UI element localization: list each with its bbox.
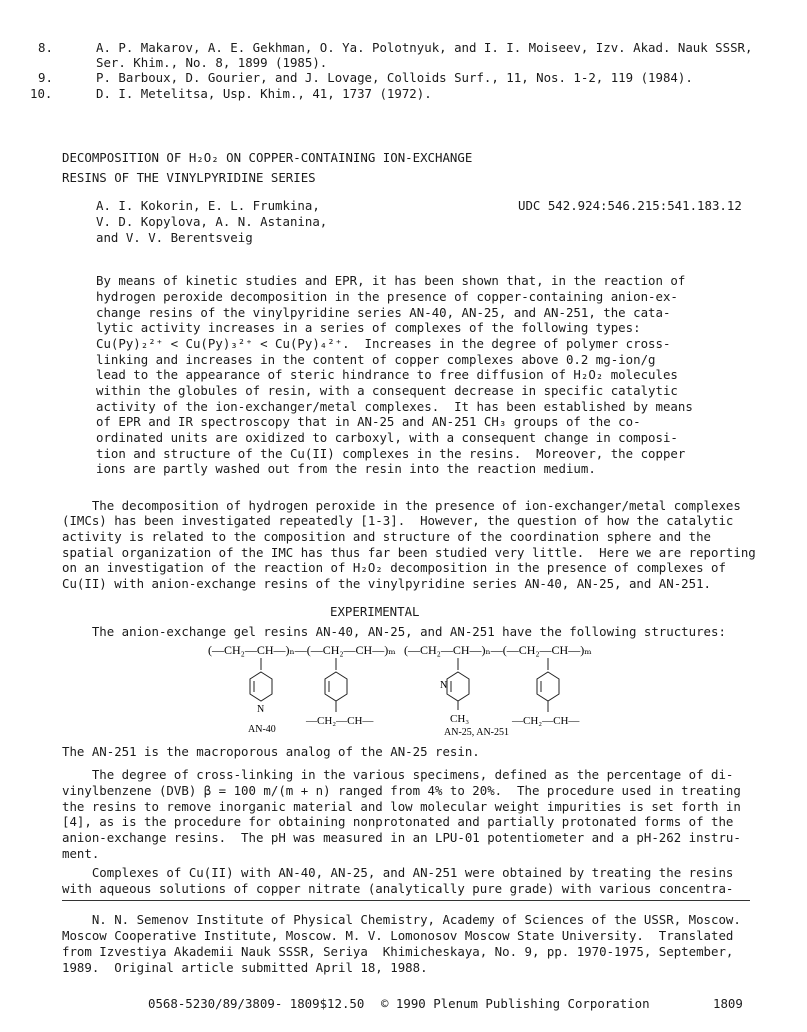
abstract-line: hydrogen peroxide decomposition in the presence of copper-containing anion-ex- xyxy=(96,289,678,304)
article-title-line2: RESINS OF THE VINYLPYRIDINE SERIES xyxy=(62,170,316,185)
abstract-line: ions are partly washed out from the resin into the reaction medium. xyxy=(96,461,596,476)
body-line: (IMCs) has been investigated repeatedly [1-3]. However, the question of how the catalytic xyxy=(62,513,734,528)
abstract-line: ordinated units are oxidized to carboxyl, with a consequent change in composi- xyxy=(96,430,678,445)
benzene-ring xyxy=(537,672,559,701)
page-number: 1809 xyxy=(713,996,743,1011)
reference-text: Ser. Khim., No. 8, 1899 (1985). xyxy=(96,55,328,70)
body-line: ment. xyxy=(62,846,100,861)
publication-code: 0568-5230/89/3809- 1809$12.50 xyxy=(148,996,365,1011)
footnote-divider xyxy=(62,900,750,901)
abstract-line: activity of the ion-exchanger/metal complexes. It has been established by means xyxy=(96,399,693,414)
body-line: with aqueous solutions of copper nitrate (analytically pure grade) with various concentra- xyxy=(62,881,734,896)
crosslink-label: —CH₂—CH— xyxy=(512,715,580,727)
body-line: Cu(II) with anion-exchange resins of the vinylpyridine series AN-40, AN-25, and AN-251. xyxy=(62,576,712,591)
reference-text: A. P. Makarov, A. E. Gekhman, O. Ya. Polotnyuk, and I. I. Moiseev, Izv. Akad. Nauk SSSR, xyxy=(96,40,753,55)
body-line: on an investigation of the reaction of H₂O₂ decomposition in the presence of complexes of xyxy=(62,560,726,575)
abstract-line: linking and increases in the content of copper complexes above 0.2 mg-ion/g xyxy=(96,352,656,367)
section-heading: EXPERIMENTAL xyxy=(330,604,420,619)
author-line: and V. V. Berentsveig xyxy=(96,230,253,245)
pyridine-ring xyxy=(447,672,469,701)
body-line: The degree of cross-linking in the various specimens, defined as the percentage of di- xyxy=(62,767,734,782)
abstract-line: Cu(Py)₂²⁺ < Cu(Py)₃²⁺ < Cu(Py)₄²⁺. Increases in the degree of polymer cross- xyxy=(96,336,671,351)
article-title-line1: DECOMPOSITION OF H₂O₂ ON COPPER-CONTAINING ION-EXCHANGE xyxy=(62,150,473,165)
copyright-notice: © 1990 Plenum Publishing Corporation xyxy=(381,996,650,1011)
formula-an25: (—CH₂—CH—)ₙ—(—CH₂—CH—)ₘ xyxy=(404,643,592,657)
formula-an40: (—CH₂—CH—)ₙ—(—CH₂—CH—)ₘ xyxy=(208,643,396,657)
reference-text: D. I. Metelitsa, Usp. Khim., 41, 1737 (1972). xyxy=(96,86,432,101)
nitrogen-label: N xyxy=(440,680,448,691)
body-line: Complexes of Cu(II) with AN-40, AN-25, and AN-251 were obtained by treating the resins xyxy=(62,865,734,880)
reference-number: 8. xyxy=(38,40,53,55)
body-line: The anion-exchange gel resins AN-40, AN-25, and AN-251 have the following structures: xyxy=(62,624,726,639)
body-line: anion-exchange resins. The pH was measured in an LPU-01 potentiometer and a pH-262 instru- xyxy=(62,830,741,845)
label-an25: AN-25, AN-251 xyxy=(444,727,509,738)
crosslink-label: —CH₂—CH— xyxy=(306,715,374,727)
footnote-line: 1989. Original article submitted April 18, 1988. xyxy=(62,960,428,975)
body-line: activity is related to the composition and structure of the coordination sphere and the xyxy=(62,529,712,544)
abstract-line: By means of kinetic studies and EPR, it has been shown that, in the reaction of xyxy=(96,273,686,288)
reference-number: 9. xyxy=(38,70,53,85)
nitrogen-label: N xyxy=(257,704,265,715)
footnote-line: from Izvestiya Akademii Nauk SSSR, Seriya Khimicheskaya, No. 9, pp. 1970-1975, September, xyxy=(62,944,734,959)
body-line: The AN-251 is the macroporous analog of the AN-25 resin. xyxy=(62,744,480,759)
chemical-structures xyxy=(0,640,807,740)
body-line: [4], as is the procedure for obtaining nonprotonated and partially protonated forms of the xyxy=(62,814,734,829)
pyridine-ring xyxy=(250,672,272,701)
reference-number: 10. xyxy=(30,86,53,101)
footnote-line: Moscow Cooperative Institute, Moscow. M. V. Lomonosov Moscow State University. Translated xyxy=(62,928,734,943)
abstract-line: lytic activity increases in a series of complexes of the following types: xyxy=(96,320,641,335)
author-line: A. I. Kokorin, E. L. Frumkina, xyxy=(96,198,320,213)
body-line: vinylbenzene (DVB) β = 100 m/(m + n) ranged from 4% to 20%. The procedure used in treating xyxy=(62,783,741,798)
abstract-line: within the globules of resin, with a consequent decrease in specific catalytic xyxy=(96,383,678,398)
label-an40: AN-40 xyxy=(248,724,276,735)
body-line: spatial organization of the IMC has thus far been studied very little. Here we are reporting xyxy=(62,545,756,560)
author-line: V. D. Kopylova, A. N. Astanina, xyxy=(96,214,328,229)
abstract-line: lead to the appearance of steric hindrance to free diffusion of H₂O₂ molecules xyxy=(96,367,678,382)
abstract-line: of EPR and IR spectroscopy that in AN-25 and AN-251 CH₃ groups of the co- xyxy=(96,414,641,429)
abstract-line: change resins of the vinylpyridine series AN-40, AN-25, and AN-251, the cata- xyxy=(96,305,671,320)
benzene-ring xyxy=(325,672,347,701)
udc-code: UDC 542.924:546.215:541.183.12 xyxy=(518,198,742,213)
body-line: The decomposition of hydrogen peroxide in the presence of ion-exchanger/metal complexes xyxy=(62,498,741,513)
methyl-label: CH₃ xyxy=(450,713,470,725)
body-line: the resins to remove inorganic material and low molecular weight impurities is set forth in xyxy=(62,799,741,814)
footnote-line: N. N. Semenov Institute of Physical Chemistry, Academy of Sciences of the USSR, Moscow. xyxy=(62,912,741,927)
abstract-line: tion and structure of the Cu(II) complexes in the resins. Moreover, the copper xyxy=(96,446,686,461)
reference-text: P. Barboux, D. Gourier, and J. Lovage, Colloids Surf., 11, Nos. 1-2, 119 (1984). xyxy=(96,70,693,85)
